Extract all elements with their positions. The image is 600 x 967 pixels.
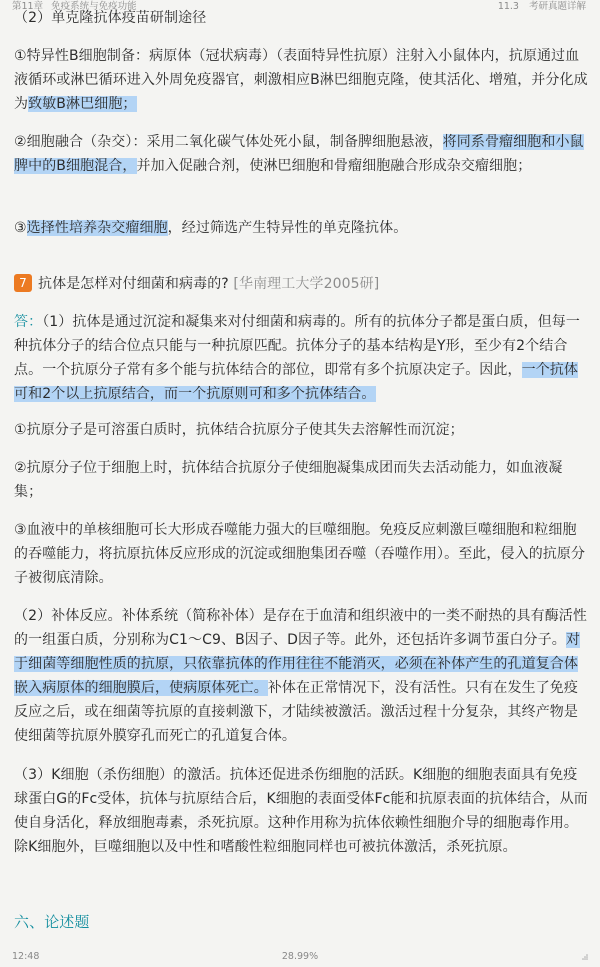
section-title: 考研真题详解 (528, 1, 586, 12)
question-number-badge: 7 (14, 274, 32, 292)
text-segment: （1）抗体是通过沉淀和凝集来对付细菌和病毒的。所有的抗体分子都是蛋白质，但每一种抗体分子的结合位点只能与一种抗原匹配。抗体分子的基本结构是Y形，至少有2个结合点。一个抗原分子常有多个能与抗体结合的部位，即常有多个抗原决定子。因此， (14, 314, 581, 378)
status-footer (0, 947, 600, 967)
header-section (498, 0, 586, 14)
clock-time: 12:48 (12, 951, 40, 962)
answer-paragraph-1 (14, 310, 588, 406)
section-heading-essay: 六、论述题 (14, 913, 90, 931)
highlight[interactable]: 致敏B淋巴细胞； (28, 96, 137, 112)
text-segment: （2）补体反应。补体系统（简称补体）是存在于血清和组织液中的一类不耐热的具有酶活性的一组蛋白质，分别称为C1～C9、B因子、D因子等。此外，还包括许多调节蛋白分子。 (14, 608, 588, 648)
chapter-number: 第11章 (12, 1, 44, 12)
highlight[interactable]: 一个抗体可和2个以上抗原结合，而一个抗原则可和多个抗体结合。 (14, 362, 579, 402)
highlight[interactable]: 选择性培养杂交瘤细胞 (26, 220, 168, 236)
paragraph-k-cell: （3）K细胞（杀伤细胞）的激活。抗体还促进杀伤细胞的活跃。K细胞的细胞表面具有免疫球蛋白G的Fc受体，抗体与抗原结合后，K细胞的表面受体Fc能和抗原表面的抗体结合，从而使自身活化，释放细胞毒素，杀死抗原。这种作用称为抗体依赖性细胞介导的细胞毒作用。除K细胞外，巨噬细胞以及中性和嗜酸性粒细胞同样也可被抗体激活，杀死抗原。 (14, 767, 588, 855)
paragraph-agglutination: ②抗原分子位于细胞上时，抗体结合抗原分子使细胞凝集成团而失去活动能力，如血液凝集； (14, 460, 563, 500)
question-text: 抗体是怎样对付细菌和病毒的? (38, 276, 229, 292)
highlight[interactable]: 对于细菌等细胞性质的抗原，只依靠抗体的作用往往不能消灭，必须在补体产生的孔道复合体嵌入病原体的细胞膜后，使病原体死亡。 (14, 632, 580, 696)
text-segment: ③ (14, 220, 27, 236)
text-segment: ，经过筛选产生特异性的单克隆抗体。 (167, 220, 408, 236)
corner-menu-icon[interactable] (582, 954, 588, 960)
paragraph-cell-fusion (14, 130, 588, 178)
paragraph-complement (14, 604, 588, 748)
text-segment: 补体在正常情况下，没有活性。只有在发生了免疫反应之后，或在细菌等抗原的直接刺激下，才陆续被激活。激活过程十分复杂，其终产物是使细菌等抗原外膜穿孔而死亡的孔道复合体。 (14, 680, 579, 744)
question-source: [华南理工大学2005研] (233, 276, 380, 292)
answer-label: 答： (14, 314, 43, 330)
question-7 (14, 272, 379, 296)
text-segment: ①特异性B细胞制备：病原体（冠状病毒）（表面特异性抗原）注射入小鼠体内，抗原通过血液循环或淋巴循环进入外周免疫器官，刺激相应B淋巴细胞克隆，使其活化、增殖，并分化成为 (14, 48, 588, 112)
subheading-vaccine: （2）单克隆抗体疫苗研制途径 (14, 10, 207, 26)
chapter-title: 免疫系统与免疫功能 (51, 1, 137, 12)
reading-progress: 28.99% (281, 951, 319, 962)
paragraph-selective-culture (14, 216, 407, 240)
paragraph-phagocytosis: ③血液中的单核细胞可长大形成吞噬能力强大的巨噬细胞。免疫反应刺激巨噬细胞和粒细胞的吞噬能力，将抗原抗体反应形成的沉淀或细胞集团吞噬（吞噬作用）。至此，侵入的抗原分子被彻底清除。 (14, 522, 586, 586)
highlight[interactable]: 将同系骨瘤细胞和小鼠脾中的B细胞混合， (14, 134, 584, 174)
text-segment: 并加入促融合剂，使淋巴细胞和骨瘤细胞融合形成杂交瘤细胞； (136, 158, 532, 174)
paragraph-precipitation: ①抗原分子是可溶蛋白质时，抗体结合抗原分子使其失去溶解性而沉淀； (14, 422, 464, 438)
paragraph-b-cell-prep (14, 44, 588, 116)
section-number: 11.3 (497, 1, 519, 12)
text-segment: ②细胞融合（杂交）：采用二氧化碳气体处死小鼠，制备脾细胞悬液， (14, 134, 443, 150)
